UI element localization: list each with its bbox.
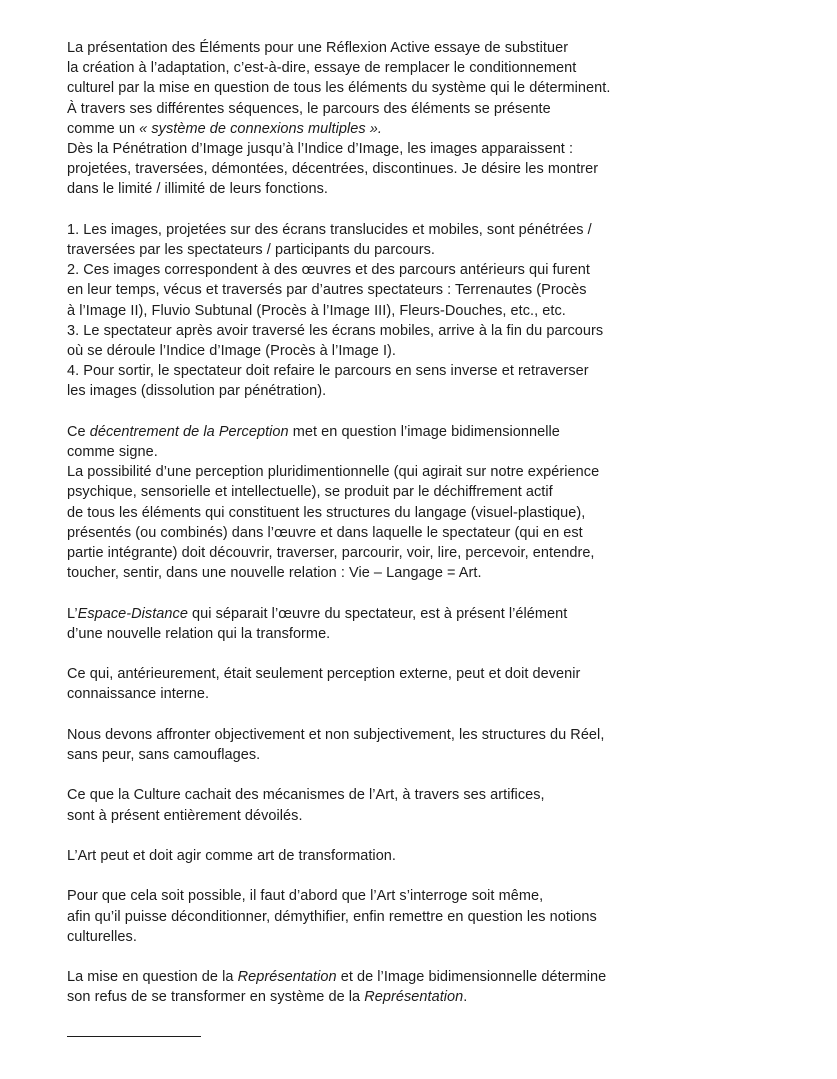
text-line (67, 381, 727, 401)
text-line (67, 361, 727, 381)
text-segment: afin qu’il puisse déconditionner, démythifier, enfin remettre en question les notions (67, 908, 597, 925)
text-line (67, 482, 727, 502)
text-line (67, 987, 727, 1007)
text-line (67, 967, 727, 987)
text-line (67, 78, 727, 98)
paragraph-representation (67, 967, 727, 1007)
text-segment: sont à présent entièrement dévoilés. (67, 807, 303, 824)
text-line (67, 927, 727, 947)
text-segment: La présentation des Éléments pour une Réflexion Active essaye de substituer (67, 40, 569, 56)
text-line (67, 38, 727, 58)
text-segment: Nous devons affronter objectivement et non subjectivement, les structures du Réel, (67, 726, 605, 743)
paragraph-decentrement (67, 422, 727, 584)
text-segment: traversées par les spectateurs / participants du parcours. (67, 242, 435, 259)
text-segment: Dès la Pénétration d’Image jusqu’à l’Indice d’Image, les images apparaissent : (67, 141, 574, 158)
text-line (67, 806, 727, 826)
text-line (67, 785, 727, 805)
text-segment: les images (dissolution par pénétration). (67, 383, 327, 400)
text-segment: culturelles. (67, 928, 137, 945)
text-segment: d’une nouvelle relation qui la transforme. (67, 625, 331, 642)
text-line (67, 240, 727, 260)
text-segment: L’Art peut et doit agir comme art de transformation. (67, 848, 397, 865)
text-line (67, 624, 727, 644)
paragraph-espace-distance (67, 604, 727, 644)
text-line (67, 442, 727, 462)
text-line (67, 99, 727, 119)
text-segment: 4. Pour sortir, le spectateur doit refaire le parcours en sens inverse et retraverser (67, 363, 589, 380)
text-line (67, 886, 727, 906)
text-line (67, 260, 727, 280)
text-line (67, 604, 727, 624)
text-line (67, 523, 727, 543)
paragraph-structures-reel (67, 725, 727, 765)
text-segment: comme signe. (67, 444, 158, 461)
paragraph-art-transformation (67, 846, 727, 866)
text-segment: la création à l’adaptation, c’est-à-dire, essaye de remplacer le conditionnement (67, 60, 577, 77)
text-line (67, 422, 727, 442)
text-segment: La possibilité d’une perception pluridimentionnelle (qui agirait sur notre expérience (67, 464, 600, 481)
text-line (67, 745, 727, 765)
text-segment: La mise en question de la (67, 969, 238, 986)
text-segment: met en question l’image bidimensionnelle (288, 423, 560, 440)
text-segment: de tous les éléments qui constituent les structures du langage (visuel-plastique), (67, 504, 586, 521)
text-line (67, 139, 727, 159)
text-line (67, 846, 727, 866)
italic-text: Représentation (364, 989, 464, 1006)
text-line (67, 664, 727, 684)
text-segment: partie intégrante) doit découvrir, traverser, parcourir, voir, lire, percevoir, entendre, (67, 545, 595, 562)
text-segment: connaissance interne. (67, 686, 210, 703)
text-segment: 1. Les images, projetées sur des écrans translucides et mobiles, sont pénétrées / (67, 221, 592, 238)
text-line (67, 119, 727, 139)
italic-text: « système de connexions multiples ». (139, 120, 382, 137)
text-line (67, 341, 727, 361)
text-line (67, 684, 727, 704)
text-segment: L’ (67, 605, 78, 622)
text-segment: toucher, sentir, dans une nouvelle relation : Vie – Langage = Art. (67, 565, 482, 582)
italic-text: décentrement de la Perception (89, 423, 289, 440)
text-segment: À travers ses différentes séquences, le parcours des éléments se présente (67, 100, 551, 117)
text-segment: à l’Image II), Fluvio Subtunal (Procès à l’Image III), Fleurs-Douches, etc., etc. (67, 302, 566, 319)
paragraph-interroge (67, 886, 727, 947)
footnote-rule (67, 1036, 201, 1037)
paragraph-perception-externe (67, 664, 727, 704)
body-text (67, 38, 727, 1008)
text-segment: Ce (67, 423, 90, 440)
paragraph-culture (67, 785, 727, 825)
text-segment: 2. Ces images correspondent à des œuvres et des parcours antérieurs qui furent (67, 262, 590, 279)
text-line (67, 301, 727, 321)
text-segment: en leur temps, vécus et traversés par d’autres spectateurs : Terrenautes (Procès (67, 282, 587, 299)
text-line (67, 563, 727, 583)
text-line (67, 543, 727, 563)
text-segment: Ce que la Culture cachait des mécanismes de l’Art, à travers ses artifices, (67, 787, 545, 804)
text-line (67, 179, 727, 199)
text-segment: culturel par la mise en question de tous les éléments du système qui le déterminent. (67, 80, 611, 97)
text-segment: son refus de se transformer en système de la (67, 989, 365, 1006)
text-segment: Pour que cela soit possible, il faut d’abord que l’Art s’interroge soit même, (67, 888, 544, 905)
text-segment: projetées, traversées, démontées, décentrées, discontinues. Je désire les montrer (67, 161, 599, 178)
text-line (67, 462, 727, 482)
paragraph-numbered-list (67, 220, 727, 402)
italic-text: Espace-Distance (77, 605, 188, 622)
text-segment: . (463, 989, 468, 1006)
text-line (67, 159, 727, 179)
text-segment: qui séparait l’œuvre du spectateur, est à présent l’élément (187, 605, 568, 622)
text-segment: et de l’Image bidimensionnelle détermine (336, 969, 607, 986)
text-segment: dans le limité / illimité de leurs fonctions. (67, 181, 328, 198)
text-line (67, 907, 727, 927)
text-line (67, 503, 727, 523)
text-line (67, 58, 727, 78)
paragraph-intro (67, 38, 727, 200)
text-line (67, 321, 727, 341)
text-segment: présentés (ou combinés) dans l’œuvre et dans laquelle le spectateur (qui en est (67, 524, 583, 541)
text-segment: psychique, sensorielle et intellectuelle), se produit par le déchiffrement actif (67, 484, 553, 501)
text-segment: comme un (67, 120, 140, 137)
text-segment: sans peur, sans camouflages. (67, 747, 261, 764)
text-line (67, 280, 727, 300)
text-line (67, 220, 727, 240)
italic-text: Représentation (237, 969, 337, 986)
text-segment: 3. Le spectateur après avoir traversé les écrans mobiles, arrive à la fin du parcours (67, 322, 604, 339)
text-line (67, 725, 727, 745)
text-segment: Ce qui, antérieurement, était seulement perception externe, peut et doit devenir (67, 666, 581, 683)
text-segment: où se déroule l’Indice d’Image (Procès à l’Image I). (67, 343, 397, 360)
